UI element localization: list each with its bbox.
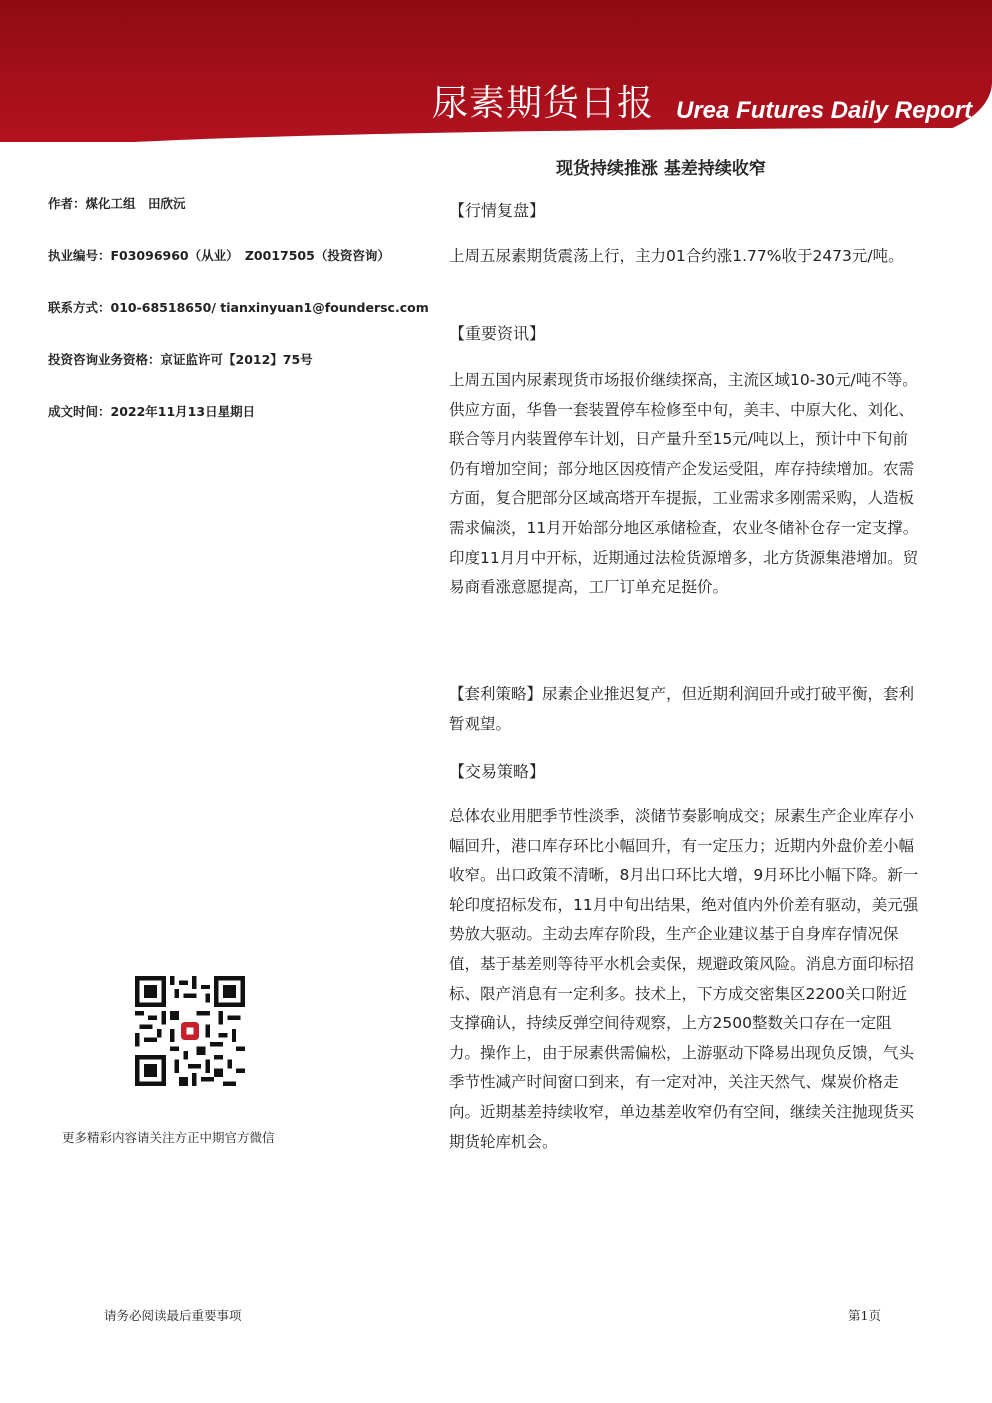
trade-body (449, 802, 919, 1157)
page-number: 第1页 (848, 1308, 881, 1323)
footer-notice: 请务必阅读最后重要事项 (104, 1308, 242, 1323)
report-title-en: Urea Futures Daily Report (676, 97, 973, 124)
news-title: 【重要资讯】 (449, 324, 546, 343)
contact-line: 联系方式：010-68518650/ tianxinyuan1@foundersc.com (48, 300, 429, 315)
qualification-line: 投资咨询业务资格：京证监许可【2012】75号 (48, 352, 313, 367)
arb-block (449, 680, 919, 739)
wechat-qr-code (135, 976, 245, 1086)
trade-title: 【交易策略】 (449, 762, 546, 781)
review-text: 上周五尿素期货震荡上行，主力01合约涨1.77%收于2473元/吨。 (449, 247, 904, 265)
arb-text: 尿素企业推迟复产，但近期利润回升或打破平衡，套利暂观望。 (449, 685, 915, 733)
trade-text: 总体农业用肥季节性淡季，淡储节奏影响成交；尿素生产企业库存小幅回升，港口库存环比小幅回升，有一定压力；近期内外盘价差小幅收窄。出口政策不清晰，8月出口环比大增，9月环比小幅下降。新一轮印度招标发布，11月中旬出结果，绝对值内外价差有驱动，美元强势放大驱动。主动去库存阶段，生产企业建议基于自身库存情况保值，基于基差则等待平水机会卖保，规避政策风险。消息方面印标招标、限产消息有一定利多。技术上，下方成交密集区2200关口附近支撑确认，持续反弹空间待观察，上方2500整数关口存在一定阻力。操作上，由于尿素供需偏松，上游驱动下降易出现负反馈，气头季节性减产时间窗口到来，有一定对冲，关注天然气、煤炭价格走向。近期基差持续收窄，单边基差收窄仍有空间，继续关注抛现货买期货轮库机会。 (449, 807, 919, 1151)
news-body (449, 366, 919, 603)
date-line: 成文时间：2022年11月13日星期日 (48, 404, 256, 419)
qr-caption: 更多精彩内容请关注方正中期官方微信 (62, 1130, 275, 1145)
arb-paragraph (449, 680, 919, 739)
author-line: 作者：煤化工组 田欣沅 (48, 196, 186, 211)
review-title: 【行情复盘】 (449, 201, 546, 220)
review-body (449, 242, 919, 272)
news-text: 上周五国内尿素现货市场报价继续探高，主流区域10-30元/吨不等。供应方面，华鲁一套装置停车检修至中旬，美丰、中原大化、刘化、联合等月内装置停车计划，日产量升至15元/吨以上，预计中下旬前仍有增加空间；部分地区因疫情产企发运受阻，库存持续增加。农需方面，复合肥部分区域高塔开车提振，工业需求多刚需采购，人造板需求偏淡，11月开始部分地区承储检查，农业冬储补仓存一定支撑。印度11月月中开标，近期通过法检货源增多，北方货源集港增加。贸易商看涨意愿提高，工厂订单充足挺价。 (449, 371, 919, 597)
arb-title: 【套利策略】 (449, 685, 543, 703)
license-line: 执业编号：F03096960（从业） Z0017505（投资咨询） (48, 248, 390, 263)
report-headline: 现货持续推涨 基差持续收窄 (556, 159, 766, 179)
report-title-cn: 尿素期货日报 (432, 83, 655, 124)
